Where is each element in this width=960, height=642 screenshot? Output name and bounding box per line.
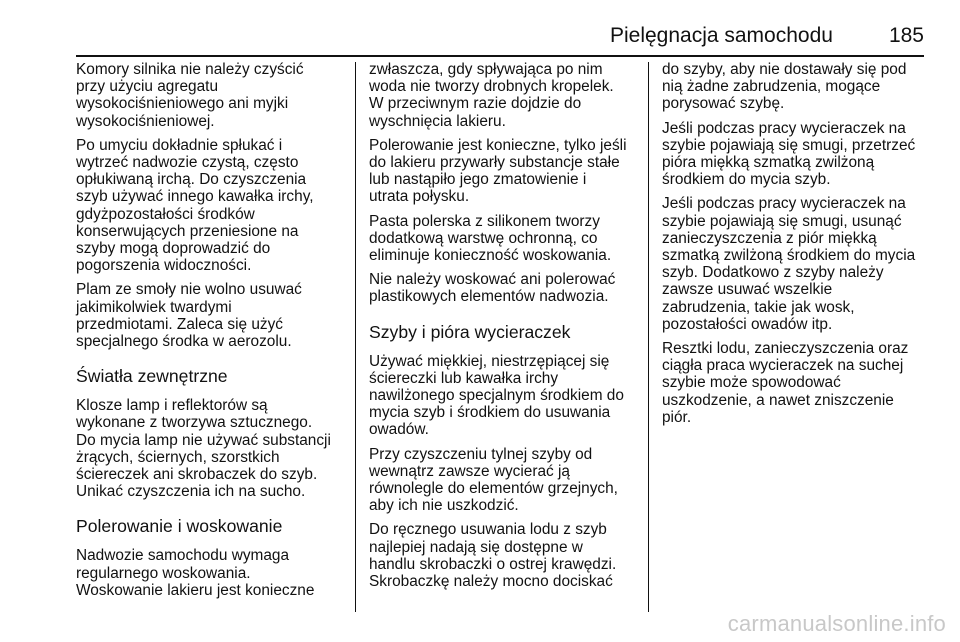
text-line: dodatkową warstwę ochronną, co [369,229,598,247]
text-line: ściereczki lub kawałka irchy [369,369,559,387]
column-divider [648,62,649,612]
text-line: woda nie tworzy drobnych kropelek. [369,78,614,96]
text-line: zawsze usuwać wszelkie [662,281,833,299]
page-number: 185 [888,24,924,47]
text-line: Nie należy woskować ani polerować [369,271,616,289]
text-line: Nadwozie samochodu wymaga [76,547,290,565]
text-line: wewnątrz zawsze wycierać ją [369,462,570,480]
text-line: konserwujących przeniesione na [76,222,299,240]
watermark: carmanualsonline.info [727,611,946,636]
text-line: wykonane z tworzywa sztucznego. [76,414,313,432]
paragraph [76,547,348,599]
text-line: wyschnięcia lakieru. [369,112,506,130]
paragraph [76,281,348,350]
text-line: Plam ze smoły nie wolno usuwać [76,281,302,299]
header-rule [76,55,924,57]
paragraph [369,137,637,206]
paragraph [76,137,348,275]
text-line: pióra miękką szmatką zwilżoną [662,154,875,172]
paragraph [76,61,348,130]
text-line: specjalnego środka w aerozolu. [76,333,292,351]
column-divider [355,62,356,612]
text-line: nią żadne zabrudzenia, mogące [662,78,881,96]
text-line: Klosze lamp i reflektorów są [76,397,268,415]
text-line: jakimikolwiek twardymi [76,298,232,316]
text-line: zanieczyszczenia z piór miękką [662,229,877,247]
text-line: Woskowanie lakieru jest konieczne [76,581,315,599]
text-line: żrących, ściernych, szorstkich [76,448,280,466]
text-line: uszkodzenie, a nawet zniszczenie [662,391,894,409]
paragraph [76,397,348,500]
section-heading: Światła zewnętrzne [76,366,228,387]
text-line: owadów. [369,421,429,439]
text-line: do szyby, aby nie dostawały się pod [662,61,907,78]
text-line: szyb. Dodatkowo z szyby należy [662,264,884,282]
paragraph [369,61,637,130]
column-middle [369,61,637,590]
text-line: szyb używać innego kawałka irchy, [76,188,314,206]
text-line: mycia szyb i środkiem do usuwania [369,404,611,422]
text-line: Jeśli podczas pracy wycieraczek na [662,119,906,137]
text-line: wytrzeć nadwozie czystą, często [76,154,299,172]
text-line: szybie pojawiają się smugi, usunąć [662,212,902,230]
section-heading: Polerowanie i woskowanie [76,516,283,537]
page-title: Pielęgnacja samochodu [609,24,833,47]
text-line: wysokociśnieniowego ani myjki [76,95,289,113]
text-line: środkiem do mycia szyb. [662,171,831,189]
text-line: ściereczek ani skrobaczek do szyb. [76,466,318,484]
text-line: szybie pojawiają się smugi, przetrzeć [662,136,916,154]
text-line: Przy czyszczeniu tylnej szyby od [369,445,593,463]
text-line: lub nastąpiło jego zmatowienie i [369,171,587,189]
text-line: Do ręcznego usuwania lodu z szyb [369,521,607,539]
text-line: pogorszenia widoczności. [76,257,252,275]
paragraph [662,195,932,333]
text-line: Skrobaczkę należy mocno dociskać [369,573,613,591]
paragraph [662,61,932,113]
text-line: zwłaszcza, gdy spływająca po nim [369,61,603,78]
text-line: Unikać czyszczenia ich na sucho. [76,483,306,501]
text-line: przedmiotami. Zaleca się użyć [76,315,283,333]
text-line: W przeciwnym razie dojdzie do [369,95,582,113]
text-line: szybie może spowodować [662,374,841,392]
text-line: szyby mogą doprowadzić do [76,240,271,258]
text-line: handlu skrobaczki o ostrej krawędzi. [369,555,617,573]
text-line: opłukiwaną irchą. Do czyszczenia [76,171,307,189]
text-line: Pasta polerska z silikonem tworzy [369,212,600,230]
paragraph [662,340,932,426]
text-line: Jeśli podczas pracy wycieraczek na [662,195,906,213]
text-line: ciągła praca wycieraczek na suchej [662,357,904,375]
paragraph [369,521,637,590]
text-line: pozostałości owadów itp. [662,315,833,333]
text-line: zabrudzenia, takie jak wosk, [662,298,855,316]
text-line: regularnego woskowania. [76,564,251,582]
text-line: Resztki lodu, zanieczyszczenia oraz [662,340,909,358]
text-line: utrata połysku. [369,188,470,206]
section-heading: Szyby i pióra wycieraczek [369,321,571,342]
text-line: przy użyciu agregatu [76,78,219,96]
page-header [610,24,924,56]
text-line: równolegle do elementów grzejnych, [369,480,618,498]
paragraph [369,213,637,265]
text-line: Po umyciu dokładnie spłukać i [76,136,283,154]
column-left [76,61,348,599]
text-line: Używać miękkiej, niestrzępiącej się [369,352,610,370]
text-line: porysować szybę. [662,95,785,113]
text-line: eliminuje konieczność woskowania. [369,247,612,265]
text-line: aby ich nie uszkodzić. [369,497,519,515]
text-line: najlepiej nadają się dostępne w [369,538,583,556]
text-line: wysokociśnieniowej. [76,112,215,130]
text-line: gdyżpozostałości środków [76,205,255,223]
text-line: plastikowych elementów nadwozia. [369,288,609,306]
paragraph [369,353,637,439]
paragraph [369,446,637,515]
paragraph [369,271,637,305]
text-line: piór. [662,408,692,426]
text-line: Do mycia lamp nie używać substancji [76,431,331,449]
text-line: szmatką zwilżoną środkiem do mycia [662,247,916,265]
column-right [662,61,932,426]
paragraph [662,120,932,189]
text-line: Komory silnika nie należy czyścić [76,61,304,78]
text-line: Polerowanie jest konieczne, tylko jeśli [369,136,627,154]
text-line: do lakieru przywarły substancje stałe [369,154,620,172]
text-line: nawilżonego specjalnym środkiem do [369,387,624,405]
